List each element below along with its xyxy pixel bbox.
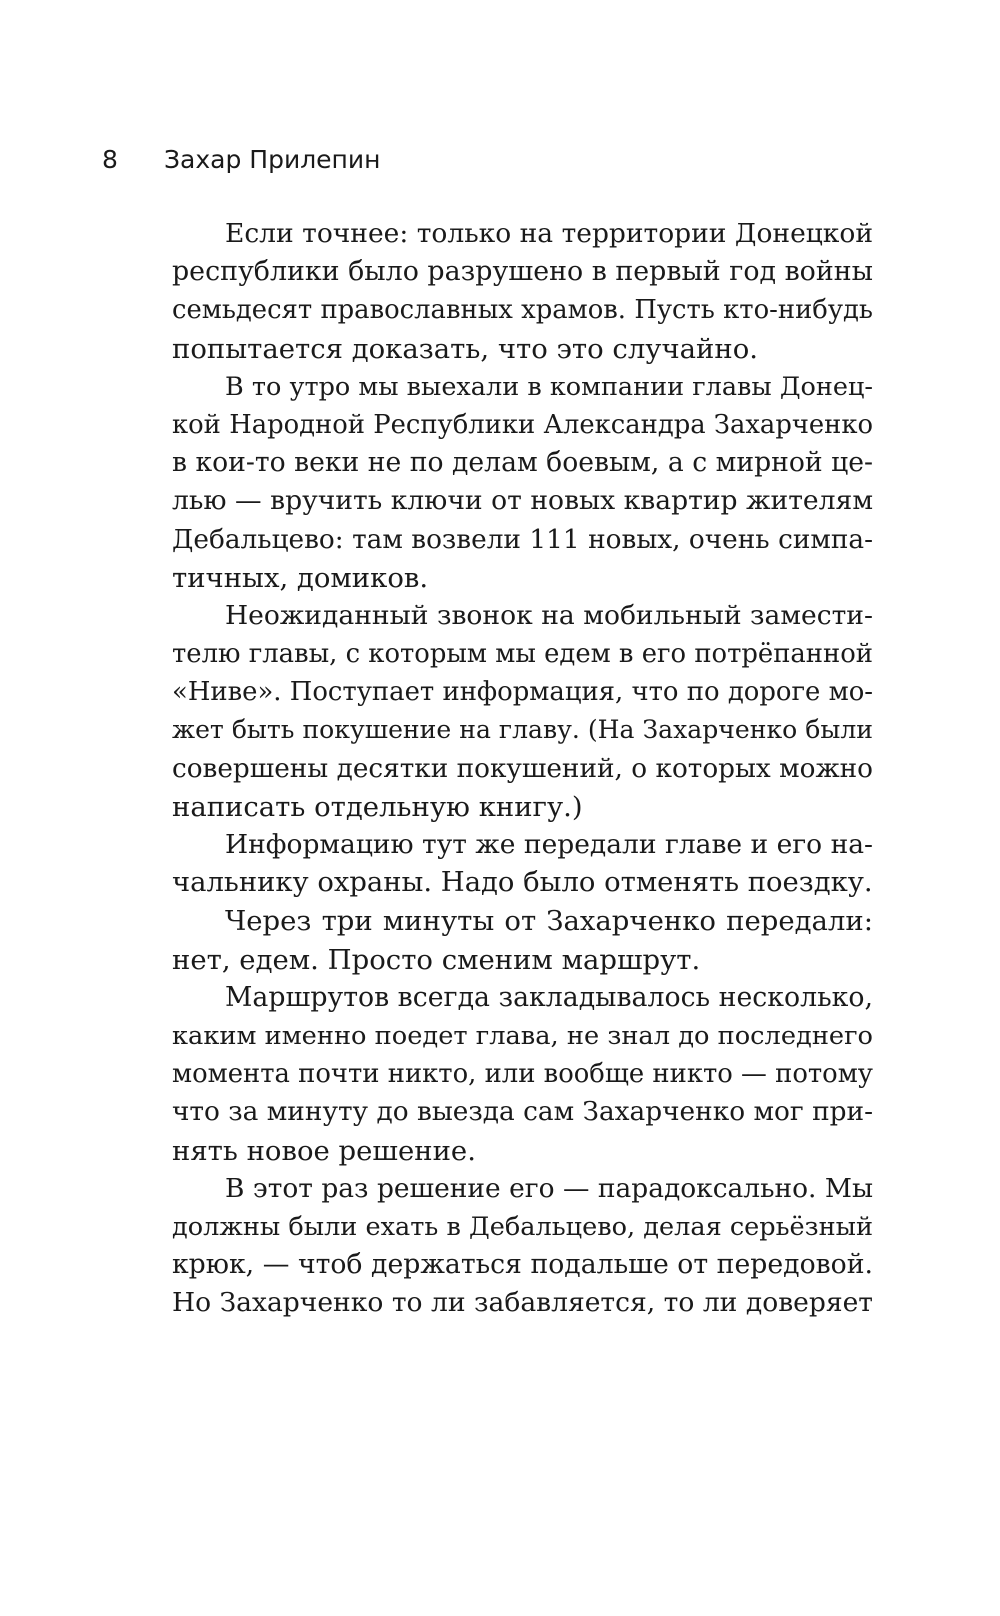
text-line: Если точнее: только на территории Донецкой [225,218,873,249]
text-line: нять новое решение. [172,1134,476,1167]
text-line: должны были ехать в Дебальцево, делая серьёзный [172,1211,873,1242]
text-line: «Ниве». Поступает информация, что по дороге мо- [172,677,873,708]
text-line: Дебальцево: там возвели 111 новых, очень симпа- [172,524,873,555]
text-line: В этот раз решение его — парадоксально. Мы [225,1172,873,1204]
text-line: совершены десятки покушений, о которых можно [172,753,873,784]
body-text [172,215,873,1322]
text-line: написать отдельную книгу.) [172,790,583,823]
text-line: чальнику охраны. Надо было отменять поездку. [172,867,873,899]
text-line: попытается доказать, что это случайно. [172,332,759,365]
text-line: кой Народной Республики Александра Захарченко [172,409,873,440]
text-line: каким именно поедет глава, не знал до последнего [172,1020,873,1051]
text-line: нет, едем. Просто сменим маршрут. [172,943,701,976]
text-line: жет быть покушение на главу. (На Захарченко были [172,715,873,745]
text-line: крюк, — чтоб держаться подальше от передовой. [172,1249,873,1281]
text-line: телю главы, с которым мы едем в его потрёпанной [172,639,873,670]
text-line: семьдесят православных храмов. Пусть кто-нибудь [172,295,873,326]
text-line: момента почти никто, или вообще никто — потому [172,1059,873,1090]
text-line: Через три минуты от Захарченко передали: [225,905,873,938]
text-line: тичных, домиков. [172,561,429,594]
author-name: Захар Прилепин [164,145,381,174]
text-line: В то утро мы выехали в компании главы Донец- [225,371,873,402]
text-line: республики было разрушено в первый год войны [172,256,873,288]
text-line: Информацию тут же передали главе и его на- [225,829,873,860]
text-line: что за минуту до выезда сам Захарченко мог при- [172,1097,873,1128]
text-line: в кои-то веки не по делам боевым, а с мирной це- [172,447,873,479]
text-line: Неожиданный звонок на мобильный замести- [225,599,873,631]
running-head [102,140,902,180]
text-line: Маршрутов всегда закладывалось несколько, [225,981,873,1013]
text-line: Но Захарченко то ли забавляется, то ли доверяет [172,1287,873,1319]
page-number: 8 [102,145,118,174]
text-line: лью — вручить ключи от новых квартир жителям [172,485,873,517]
